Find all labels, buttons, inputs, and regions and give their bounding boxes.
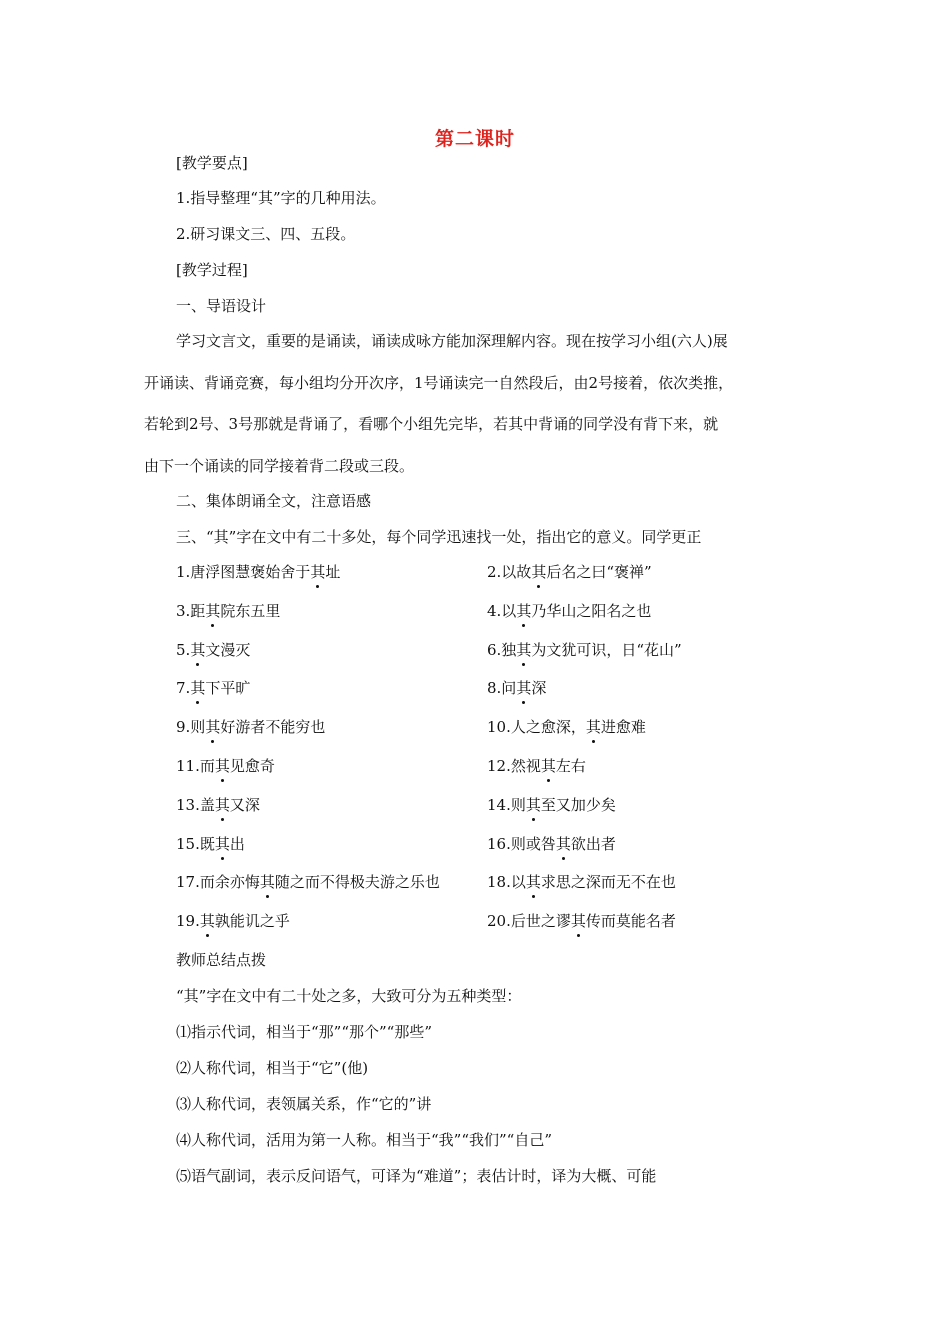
emphasized-qi-char: 其 [585,718,601,737]
process-header: [教学过程] [176,261,248,279]
example-prefix: 17.而余亦悔 [176,873,260,892]
example-prefix: 5. [176,640,191,659]
emphasized-qi-char: 其 [570,912,586,931]
emphasized-qi-char: 其 [190,679,206,698]
example-item [487,640,682,660]
emphasized-qi-char: 其 [516,640,532,659]
example-suffix: 乃华山之阳名之也 [531,601,652,620]
example-suffix: 址 [325,563,341,581]
example-prefix: 13.盖 [176,795,215,814]
example-prefix: 15.既 [176,834,215,853]
example-prefix: 8.问 [487,679,517,698]
example-item [487,872,676,892]
example-item [487,678,546,698]
example-item [487,756,586,776]
example-item [176,834,245,854]
example-prefix: 16.则或咎 [487,834,556,853]
example-suffix: 见愈奇 [229,757,275,775]
summary-type-1: ⑴指示代词，相当于“那”“那个”“那些” [176,1023,433,1041]
emphasized-qi-char: 其 [190,640,206,659]
example-prefix: 20.后世之谬 [487,912,571,931]
example-item [176,911,290,931]
example-suffix: 后名之曰“褒禅” [546,563,652,581]
example-prefix: 2.以故 [487,563,532,581]
example-prefix: 6.独 [487,640,517,659]
example-suffix: 下平旷 [205,679,251,698]
key-point-1: 1.指导整理“其”字的几种用法。 [176,189,386,207]
example-prefix: 14.则 [487,795,526,814]
example-suffix: 欲出者 [570,834,616,853]
emphasized-qi-char: 其 [199,912,215,931]
emphasized-qi-char: 其 [525,795,541,814]
example-item [176,678,250,698]
example-suffix: 院东五里 [220,601,281,620]
step2-header: 二、集体朗诵全文，注意语感 [176,492,372,510]
example-prefix: 12.然视 [487,757,541,775]
emphasized-qi-char: 其 [516,601,532,620]
example-item [176,562,340,582]
example-prefix: 3.距 [176,601,206,620]
summary-type-4: ⑷人称代词，活用为第一人称。相当于“我”“我们”“自己” [176,1131,553,1149]
example-prefix: 1.唐浮图慧褒始舍于 [176,563,311,581]
example-prefix: 4.以 [487,601,517,620]
example-prefix: 7. [176,679,191,698]
step1-text-line: 若轮到2号、3号那就是背诵了，看哪个小组先完毕，若其中背诵的同学没有背下来，就 [144,415,719,433]
example-item [487,562,652,582]
example-suffix: 随之而不得极夫游之乐也 [274,873,440,892]
example-item [487,834,616,854]
step1-text-line: 学习文言文，重要的是诵读，诵读成咏方能加深理解内容。现在按学习小组(六人)展 [176,332,728,350]
step1-text-line: 开诵读、背诵竞赛，每小组均分开次序，1号诵读完一自然段后，由2号接着，依次类推， [144,374,734,392]
emphasized-qi-char: 其 [205,718,221,737]
emphasized-qi-char: 其 [259,873,275,892]
example-suffix: 左右 [555,757,586,775]
example-suffix: 传而莫能名者 [585,912,676,931]
example-prefix: 18.以 [487,873,526,892]
emphasized-qi-char: 其 [310,563,326,581]
summary-header: 教师总结点拨 [176,951,267,969]
example-item [176,717,325,737]
key-point-2: 2.研习课文三、四、五段。 [176,225,356,243]
example-prefix: 11.而 [176,757,215,775]
example-item [176,872,440,892]
summary-intro: “其”字在文中有二十处之多，大致可分为五种类型： [176,987,522,1005]
emphasized-qi-char: 其 [555,834,571,853]
emphasized-qi-char: 其 [214,795,230,814]
example-suffix: 至又加少矣 [540,795,616,814]
step3-header: 三、“其”字在文中有二十多处，每个同学迅速找一处，指出它的意义。同学更正 [176,528,702,546]
step1-text-line: 由下一个诵读的同学接着背二段或三段。 [144,457,415,475]
example-item [487,717,646,737]
example-item [176,756,275,776]
example-item [176,795,260,815]
example-suffix: 孰能讥之乎 [214,912,290,931]
example-item [487,911,676,931]
summary-type-3: ⑶人称代词，表领属关系，作“它的”讲 [176,1095,432,1113]
example-item [487,601,651,621]
example-suffix: 为文犹可识，日“花山” [531,640,682,659]
example-suffix: 求思之深而无不在也 [540,873,676,892]
example-suffix: 文漫灭 [205,640,251,659]
step1-header: 一、导语设计 [176,297,267,315]
example-item [176,601,280,621]
example-suffix: 深 [531,679,547,698]
example-item [487,795,616,815]
example-suffix: 出 [229,834,245,853]
emphasized-qi-char: 其 [205,601,221,620]
example-prefix: 19. [176,912,200,931]
summary-type-5: ⑸语气副词，表示反问语气，可译为“难道”；表估计时，译为大概、可能 [176,1167,657,1185]
emphasized-qi-char: 其 [531,563,547,581]
emphasized-qi-char: 其 [516,679,532,698]
emphasized-qi-char: 其 [214,757,230,775]
emphasized-qi-char: 其 [214,834,230,853]
example-suffix: 好游者不能穷也 [220,718,326,737]
key-points-header: [教学要点] [176,154,248,172]
example-suffix: 进愈难 [600,718,646,737]
emphasized-qi-char: 其 [540,757,556,775]
emphasized-qi-char: 其 [525,873,541,892]
summary-type-2: ⑵人称代词，相当于“它”(他) [176,1059,369,1077]
example-suffix: 又深 [229,795,260,814]
page-title: 第二课时 [434,128,515,150]
example-prefix: 10.人之愈深， [487,718,586,737]
example-item [176,640,250,660]
example-prefix: 9.则 [176,718,206,737]
